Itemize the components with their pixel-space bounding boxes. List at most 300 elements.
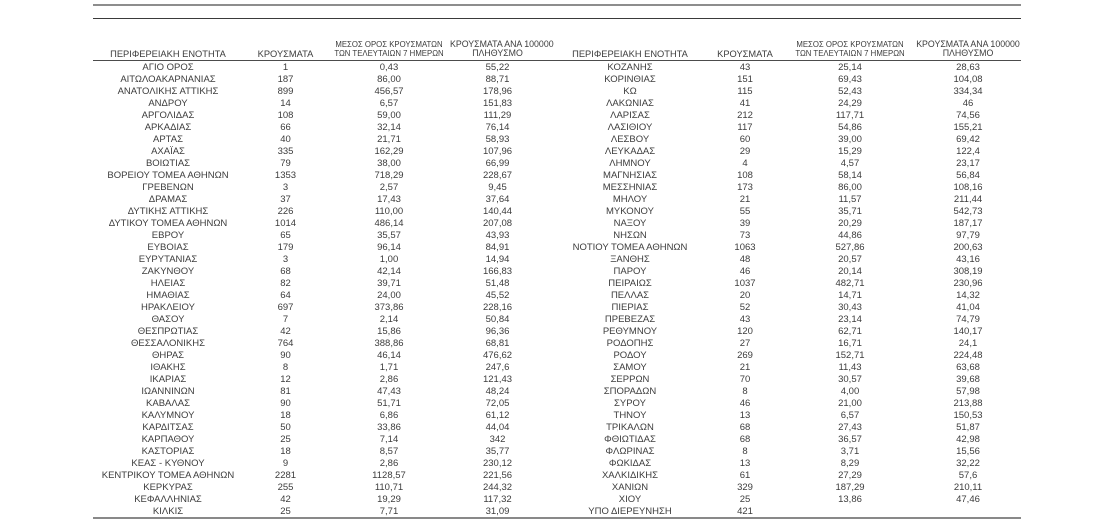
table-row <box>555 350 1021 362</box>
avg7-cell: 33,86 <box>377 422 401 433</box>
region-cell: ΗΜΑΘΙΑΣ <box>146 290 190 301</box>
per100k-cell: 151,83 <box>482 98 513 109</box>
per100k-cell: 542,73 <box>953 206 983 217</box>
region-cell: ΤΗΝΟΥ <box>613 410 647 421</box>
avg7-cell: 30,57 <box>838 374 862 385</box>
cases-cell: 12 <box>280 374 291 385</box>
per100k-cell: 155,21 <box>953 122 983 133</box>
region-cell: ΝΗΣΩΝ <box>613 230 647 241</box>
per100k-cell: 45,52 <box>485 290 510 301</box>
per100k-cell: 140,44 <box>482 206 513 217</box>
cases-cell: 115 <box>737 86 753 97</box>
table-row <box>555 374 1021 386</box>
cases-cell: 8 <box>742 386 748 397</box>
avg7-cell: 486,14 <box>374 218 404 229</box>
avg7-cell: 14,71 <box>838 290 862 301</box>
cases-cell: 8 <box>282 362 289 373</box>
per100k-cell: 308,19 <box>953 266 983 277</box>
cases-cell: 25 <box>280 434 291 445</box>
table-row <box>555 134 1021 146</box>
table-row <box>555 362 1021 374</box>
table-row <box>555 506 1021 518</box>
region-cell: ΚΩ <box>623 86 637 97</box>
cases-cell: 108 <box>277 110 294 121</box>
region-cell: ΦΛΩΡΙΝΑΣ <box>605 446 655 457</box>
per100k-cell: 244,32 <box>482 482 513 493</box>
avg7-cell: 373,86 <box>374 302 404 313</box>
cases-cell: 40 <box>280 134 291 145</box>
per100k-cell: 230,96 <box>953 278 983 289</box>
per100k-cell: 228,67 <box>482 170 513 181</box>
avg7-cell: 24,29 <box>838 98 862 109</box>
cases-cell: 42 <box>280 494 291 505</box>
avg7-cell: 482,71 <box>835 278 865 289</box>
region-cell: ΞΑΝΘΗΣ <box>610 254 650 265</box>
cases-cell: 46 <box>739 266 751 277</box>
region-cell: ΑΓΙΟ ΟΡΟΣ <box>142 62 194 73</box>
region-cell: ΠΕΙΡΑΙΩΣ <box>608 278 652 289</box>
cases-cell: 82 <box>280 278 291 289</box>
region-cell: ΗΛΕΙΑΣ <box>150 278 186 289</box>
cases-cell: 55 <box>739 206 751 217</box>
region-cell: ΑΧΑΪΑΣ <box>151 146 185 157</box>
avg7-cell: 187,29 <box>835 482 865 493</box>
cases-cell: 212 <box>737 110 753 121</box>
per100k-cell: 55,22 <box>485 62 510 73</box>
cases-cell: 46 <box>739 398 751 409</box>
table-row <box>93 158 545 170</box>
cases-cell: 117 <box>737 122 753 133</box>
region-cell: ΛΑΚΩΝΙΑΣ <box>606 98 654 109</box>
table-row <box>555 434 1021 446</box>
avg7-cell: 11,57 <box>838 194 862 205</box>
table-row <box>93 350 545 362</box>
region-cell: ΠΕΛΛΑΣ <box>610 290 650 301</box>
region-cell: ΧΙΟΥ <box>618 494 642 505</box>
region-cell: ΜΕΣΣΗΝΙΑΣ <box>602 182 658 193</box>
table-row <box>555 110 1021 122</box>
per100k-cell: 111,29 <box>483 110 512 121</box>
table-body-right <box>555 62 1021 518</box>
table-row <box>555 74 1021 86</box>
region-cell: ΚΑΣΤΟΡΙΑΣ <box>141 446 195 457</box>
avg7-cell: 25,14 <box>838 62 862 73</box>
table-row <box>93 506 545 518</box>
per100k-cell: 23,17 <box>956 158 980 169</box>
avg7-cell: 6,57 <box>840 410 860 421</box>
table-row <box>93 410 545 422</box>
per100k-cell: 51,48 <box>485 278 510 289</box>
avg7-cell: 110,71 <box>374 482 404 493</box>
avg7-cell: 24,00 <box>377 290 401 301</box>
header-cases <box>243 19 328 62</box>
avg7-cell: 15,86 <box>377 326 401 337</box>
region-cell: ΦΘΙΩΤΙΔΑΣ <box>604 434 656 445</box>
cases-cell: 50 <box>280 422 291 433</box>
region-cell: ΛΕΥΚΑΔΑΣ <box>604 146 656 157</box>
cases-cell: 66 <box>280 122 291 133</box>
per100k-cell: 58,93 <box>485 134 510 145</box>
avg7-cell: 38,00 <box>377 158 401 169</box>
per100k-cell: 76,14 <box>485 122 510 133</box>
cases-cell: 43 <box>739 62 751 73</box>
region-cell: ΛΑΣΙΘΙΟΥ <box>607 122 653 133</box>
per100k-cell: 41,04 <box>956 302 980 313</box>
table-row <box>93 482 545 494</box>
table-row <box>93 446 545 458</box>
cases-cell: 1 <box>282 62 289 73</box>
cases-cell: 899 <box>277 86 294 97</box>
cases-cell: 90 <box>280 350 291 361</box>
avg7-cell: 19,29 <box>377 494 401 505</box>
avg7-cell: 35,57 <box>377 230 401 241</box>
table-row <box>93 242 545 254</box>
cases-cell: 7 <box>282 314 289 325</box>
table-row <box>555 458 1021 470</box>
region-cell: ΔΥΤΙΚΗΣ ΑΤΤΙΚΗΣ <box>127 206 209 217</box>
table-row <box>555 242 1021 254</box>
per100k-cell: 56,84 <box>956 170 980 181</box>
region-cell: ΝΟΤΙΟΥ ΤΟΜΕΑ ΑΘΗΝΩΝ <box>572 242 688 253</box>
table-row <box>93 206 545 218</box>
region-cell: ΖΑΚΥΝΘΟΥ <box>141 266 195 277</box>
cases-cell: 4 <box>742 158 748 169</box>
per100k-cell: 61,12 <box>485 410 510 421</box>
per100k-cell: 74,56 <box>956 110 980 121</box>
avg7-cell: 39,71 <box>377 278 401 289</box>
table-row <box>555 326 1021 338</box>
per100k-cell: 32,22 <box>956 458 980 469</box>
avg7-cell: 456,57 <box>374 86 404 97</box>
cases-cell: 226 <box>277 206 294 217</box>
avg7-cell: 8,29 <box>840 458 860 469</box>
avg7-cell: 7,71 <box>379 506 399 517</box>
avg7-cell: 527,86 <box>835 242 865 253</box>
table-row <box>93 278 545 290</box>
header-cases-label: ΚΡΟΥΣΜΑΤΑ <box>257 49 314 59</box>
header-region-label: ΠΕΡΙΦΕΡΕΙΑΚΗ ΕΝΟΤΗΤΑ <box>572 49 688 59</box>
cases-cell: 48 <box>739 254 751 265</box>
table-row <box>555 230 1021 242</box>
table-row <box>93 62 545 74</box>
table-row <box>93 218 545 230</box>
region-cell: ΕΒΡΟΥ <box>151 230 185 241</box>
region-cell: ΧΑΛΚΙΔΙΚΗΣ <box>601 470 659 481</box>
region-cell: ΝΑΞΟΥ <box>613 218 647 229</box>
table-row <box>555 194 1021 206</box>
table-body-left <box>93 62 545 518</box>
region-cell: ΔΡΑΜΑΣ <box>148 194 188 205</box>
per100k-cell: 46 <box>962 98 974 109</box>
table-row <box>555 146 1021 158</box>
cases-cell: 43 <box>739 314 751 325</box>
avg7-cell: 62,71 <box>838 326 862 337</box>
region-cell: ΕΥΡΥΤΑΝΙΑΣ <box>138 254 198 265</box>
per100k-cell: 31,09 <box>485 506 510 517</box>
regional-cases-table-right <box>555 19 1021 518</box>
avg7-cell: 110,00 <box>374 206 404 217</box>
region-cell: ΠΡΕΒΕΖΑΣ <box>604 314 656 325</box>
per100k-cell: 66,99 <box>485 158 510 169</box>
per100k-cell: 57,6 <box>958 470 978 481</box>
header-per100k-line1: ΚΡΟΥΣΜΑΤΑ ΑΝΑ 100000 <box>450 38 554 49</box>
cases-cell: 697 <box>277 302 294 313</box>
region-cell: ΡΟΔΟΥ <box>613 350 647 361</box>
avg7-cell: 162,29 <box>374 146 404 157</box>
avg7-cell: 2,86 <box>379 374 399 385</box>
region-cell: ΚΑΡΔΙΤΣΑΣ <box>142 422 194 433</box>
table-row <box>93 182 545 194</box>
cases-cell: 120 <box>737 326 753 337</box>
region-cell: ΜΗΛΟΥ <box>612 194 648 205</box>
table-row <box>555 278 1021 290</box>
table-row <box>555 446 1021 458</box>
avg7-cell: 21,71 <box>377 134 401 145</box>
avg7-cell: 42,14 <box>377 266 401 277</box>
avg7-cell: 27,29 <box>838 470 862 481</box>
per100k-cell: 14,94 <box>485 254 510 265</box>
region-cell: ΑΡΤΑΣ <box>153 134 183 145</box>
region-cell: ΚΟΖΑΝΗΣ <box>607 62 653 73</box>
avg7-cell: 30,43 <box>838 302 862 313</box>
per100k-cell: 104,08 <box>953 74 983 85</box>
avg7-cell: 16,71 <box>838 338 862 349</box>
cases-cell: 1063 <box>734 242 756 253</box>
avg7-cell: 7,14 <box>379 434 399 445</box>
avg7-cell: 23,14 <box>838 314 862 325</box>
cases-cell: 335 <box>277 146 294 157</box>
cases-cell: 3 <box>282 254 289 265</box>
table-row <box>555 266 1021 278</box>
avg7-cell: 21,00 <box>838 398 862 409</box>
per100k-cell: 24,1 <box>958 338 978 349</box>
table-row <box>93 314 545 326</box>
cases-cell: 1353 <box>274 170 297 181</box>
cases-cell: 64 <box>280 290 291 301</box>
per100k-cell: 210,11 <box>953 482 983 493</box>
cases-cell: 70 <box>739 374 751 385</box>
cases-cell: 14 <box>280 98 291 109</box>
avg7-cell: 15,29 <box>838 146 862 157</box>
avg7-cell: 4,00 <box>840 386 860 397</box>
avg7-cell: 35,71 <box>838 206 862 217</box>
header-cases <box>705 19 785 62</box>
table-row <box>555 158 1021 170</box>
region-cell: ΒΟΙΩΤΙΑΣ <box>145 158 191 169</box>
avg7-cell: 51,71 <box>377 398 401 409</box>
per100k-cell: 96,36 <box>485 326 510 337</box>
avg7-cell: 2,57 <box>379 182 399 193</box>
table-row <box>93 170 545 182</box>
per100k-cell: 342 <box>489 434 506 445</box>
table-row <box>93 266 545 278</box>
header-avg7 <box>785 19 915 62</box>
per100k-cell: 42,98 <box>956 434 980 445</box>
cases-cell: 9 <box>282 458 289 469</box>
avg7-cell: 117,71 <box>835 110 865 121</box>
table-row <box>93 434 545 446</box>
table-row <box>555 62 1021 74</box>
cases-cell: 187 <box>277 74 294 85</box>
cases-cell: 81 <box>280 386 291 397</box>
region-cell: ΓΡΕΒΕΝΩΝ <box>142 182 194 193</box>
per100k-cell: 88,71 <box>485 74 510 85</box>
cases-cell: 68 <box>280 266 291 277</box>
cases-cell: 8 <box>742 446 748 457</box>
avg7-cell: 1128,57 <box>372 470 406 481</box>
cases-cell: 61 <box>739 470 751 481</box>
cases-cell: 13 <box>739 410 751 421</box>
table-row <box>93 302 545 314</box>
header-per100k-line2: ΠΛΗΘΥΣΜΟ <box>942 48 994 59</box>
cases-cell: 73 <box>739 230 751 241</box>
header-avg7-line1: ΜΕΣΟΣ ΟΡΟΣ ΚΡΟΥΣΜΑΤΩΝ <box>335 40 443 50</box>
header-per100k <box>915 19 1021 62</box>
cases-cell: 108 <box>737 170 753 181</box>
header-row <box>555 19 1021 62</box>
per100k-cell: 48,24 <box>485 386 510 397</box>
table-row <box>93 134 545 146</box>
table-row <box>555 254 1021 266</box>
region-cell: ΙΩΑΝΝΙΝΩΝ <box>141 386 195 397</box>
per100k-cell: 247,6 <box>485 362 510 373</box>
per100k-cell: 57,98 <box>956 386 980 397</box>
table-row <box>93 74 545 86</box>
table-row <box>93 470 545 482</box>
cases-cell: 25 <box>280 506 291 517</box>
cases-cell: 18 <box>280 410 291 421</box>
table-row <box>93 362 545 374</box>
header-per100k-line2: ΠΛΗΘΥΣΜΟ <box>472 48 523 59</box>
cases-cell: 1037 <box>734 278 756 289</box>
header-avg7 <box>328 19 450 62</box>
region-cell: ΡΟΔΟΠΗΣ <box>606 338 654 349</box>
table-row <box>93 230 545 242</box>
per100k-cell: 150,53 <box>953 410 983 421</box>
region-cell: ΘΑΣΟΥ <box>151 314 185 325</box>
avg7-cell: 69,43 <box>838 74 862 85</box>
avg7-cell <box>785 506 915 518</box>
avg7-cell: 0,43 <box>379 62 399 73</box>
table-row <box>93 494 545 506</box>
header-per100k <box>450 19 554 62</box>
table-row <box>93 122 545 134</box>
cases-cell: 21 <box>739 194 751 205</box>
cases-cell: 90 <box>280 398 291 409</box>
cases-cell: 151 <box>737 74 753 85</box>
cases-cell: 179 <box>277 242 294 253</box>
cases-cell: 68 <box>739 434 751 445</box>
per100k-cell: 107,96 <box>482 146 513 157</box>
avg7-cell: 59,00 <box>377 110 401 121</box>
cases-cell: 27 <box>739 338 751 349</box>
cases-cell: 269 <box>737 350 753 361</box>
avg7-cell: 388,86 <box>374 338 404 349</box>
cases-cell: 18 <box>280 446 291 457</box>
table-row <box>93 146 545 158</box>
header-cases-label: ΚΡΟΥΣΜΑΤΑ <box>717 49 773 59</box>
per100k-cell: 224,48 <box>953 350 983 361</box>
per100k-cell: 166,83 <box>482 266 513 277</box>
region-cell: ΗΡΑΚΛΕΙΟΥ <box>141 302 195 313</box>
region-cell: ΚΕΦΑΛΛΗΝΙΑΣ <box>134 494 202 505</box>
per100k-cell: 178,96 <box>482 86 513 97</box>
cases-cell: 21 <box>739 362 751 373</box>
avg7-cell: 86,00 <box>838 182 862 193</box>
avg7-cell: 96,14 <box>377 242 401 253</box>
table-row <box>93 338 545 350</box>
table-row <box>93 110 545 122</box>
avg7-cell: 52,43 <box>838 86 862 97</box>
region-cell: ΙΘΑΚΗΣ <box>150 362 186 373</box>
table-row <box>555 410 1021 422</box>
cases-cell: 52 <box>739 302 751 313</box>
avg7-cell: 718,29 <box>374 170 404 181</box>
per100k-cell: 476,62 <box>482 350 513 361</box>
table-row <box>93 254 545 266</box>
table-row <box>555 302 1021 314</box>
region-cell: ΚΟΡΙΝΘΙΑΣ <box>604 74 656 85</box>
cases-cell: 20 <box>739 290 751 301</box>
avg7-cell: 20,57 <box>838 254 862 265</box>
region-cell: ΜΥΚΟΝΟΥ <box>606 206 654 217</box>
region-cell: ΦΩΚΙΔΑΣ <box>608 458 652 469</box>
region-cell: ΚΑΒΑΛΑΣ <box>146 398 190 409</box>
table-row <box>555 290 1021 302</box>
cases-cell: 65 <box>280 230 291 241</box>
per100k-cell: 51,87 <box>956 422 980 433</box>
avg7-cell: 3,71 <box>840 446 860 457</box>
per100k-cell: 39,68 <box>956 374 980 385</box>
region-cell: ΕΥΒΟΙΑΣ <box>147 242 189 253</box>
avg7-cell: 2,14 <box>379 314 399 325</box>
cases-cell: 42 <box>280 326 291 337</box>
per100k-cell: 74,79 <box>956 314 980 325</box>
per100k-cell: 47,46 <box>956 494 980 505</box>
per100k-cell: 200,63 <box>953 242 983 253</box>
per100k-cell: 334,34 <box>953 86 983 97</box>
region-cell: ΠΑΡΟΥ <box>613 266 647 277</box>
per100k-cell: 228,16 <box>482 302 513 313</box>
region-cell: ΚΙΛΚΙΣ <box>152 506 184 517</box>
region-cell: ΑΡΚΑΔΙΑΣ <box>144 122 192 133</box>
per100k-cell: 187,17 <box>953 218 983 229</box>
avg7-cell: 32,14 <box>377 122 401 133</box>
region-cell: ΛΗΜΝΟΥ <box>609 158 651 169</box>
avg7-cell: 20,29 <box>838 218 862 229</box>
region-cell: ΜΑΓΝΗΣΙΑΣ <box>603 170 657 181</box>
header-region-label: ΠΕΡΙΦΕΡΕΙΑΚΗ ΕΝΟΤΗΤΑ <box>110 49 226 59</box>
per100k-cell: 69,42 <box>956 134 980 145</box>
cases-cell: 60 <box>739 134 751 145</box>
cases-cell: 3 <box>282 182 289 193</box>
avg7-cell: 1,71 <box>379 362 399 373</box>
table-row <box>93 326 545 338</box>
per100k-cell: 14,32 <box>956 290 980 301</box>
header-avg7-line2: ΤΩΝ ΤΕΛΕΥΤΑΙΩΝ 7 ΗΜΕΡΩΝ <box>334 49 444 59</box>
table-row <box>555 422 1021 434</box>
region-cell: ΚΕΑΣ - ΚΥΘΝΟΥ <box>131 458 205 469</box>
region-cell: ΚΑΛΥΜΝΟΥ <box>141 410 195 421</box>
region-cell: ΑΙΤΩΛΟΑΚΑΡΝΑΝΙΑΣ <box>120 74 216 85</box>
table-row <box>555 338 1021 350</box>
per100k-cell: 63,68 <box>956 362 980 373</box>
region-cell: ΒΟΡΕΙΟΥ ΤΟΜΕΑ ΑΘΗΝΩΝ <box>107 170 229 181</box>
avg7-cell: 13,86 <box>838 494 862 505</box>
region-cell: ΘΕΣΣΑΛΟΝΙΚΗΣ <box>131 338 205 349</box>
per100k-cell: 221,56 <box>482 470 513 481</box>
avg7-cell: 6,86 <box>379 410 399 421</box>
